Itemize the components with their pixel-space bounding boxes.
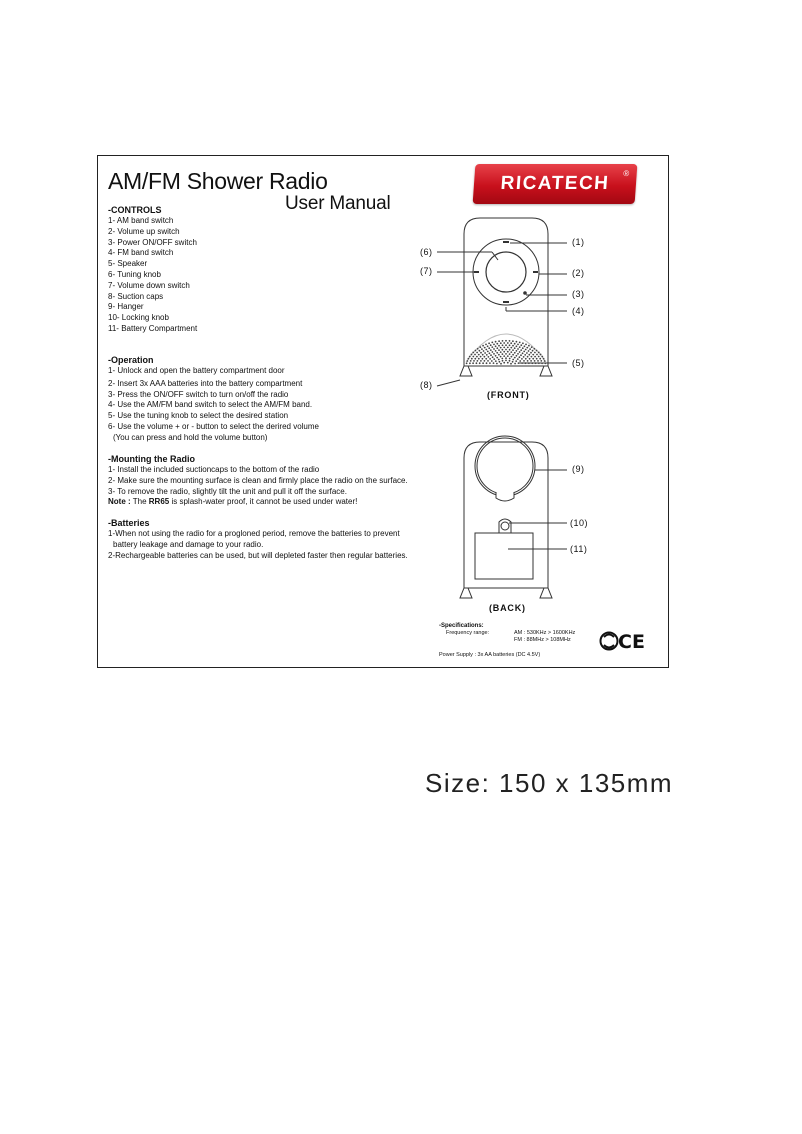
note-label: Note :: [108, 497, 131, 507]
specs-fm: FM : 88MHz > 108MHz: [514, 637, 571, 643]
operation-item: (You can press and hold the volume button): [113, 432, 268, 442]
callout-3: (3): [572, 289, 585, 299]
operation-heading: -Operation: [108, 355, 154, 365]
controls-item: 9- Hanger: [108, 302, 144, 312]
controls-item: 10- Locking knob: [108, 313, 169, 323]
batteries-item: 1-When not using the radio for a progloned period, remove the batteries to prevent: [108, 529, 400, 538]
operation-item: 4- Use the AM/FM band switch to select the AM/FM band.: [108, 400, 313, 410]
batteries-item: battery leakage and damage to your radio.: [113, 539, 264, 549]
registered-mark: ®: [623, 169, 632, 178]
batteries-item: 2-Rechargeable batteries can be used, but will depleted faster then regular batteries.: [108, 550, 408, 560]
back-caption: (BACK): [489, 603, 526, 613]
mounting-item: 2- Make sure the mounting surface is clean and firmly place the radio on the surface.: [108, 475, 408, 485]
green-dot-icon: [601, 633, 618, 650]
batteries-heading: -Batteries: [108, 518, 150, 528]
callout-2: (2): [572, 268, 585, 278]
brand-name: RICATECH: [499, 173, 611, 194]
callout-8: (8): [420, 380, 433, 390]
mounting-item: 3- To remove the radio, slightly tilt the unit and pull it off the surface.: [108, 486, 347, 496]
callout-1: (1): [572, 237, 585, 247]
operation-item: 1- Unlock and open the battery compartment door: [108, 366, 285, 375]
controls-item: 5- Speaker: [108, 259, 148, 269]
controls-item: 3- Power ON/OFF switch: [108, 237, 197, 247]
controls-item: 2- Volume up switch: [108, 226, 180, 236]
callout-10: (10): [570, 518, 589, 528]
callout-5: (5): [572, 358, 585, 368]
size-label: Size: 150 x 135mm: [425, 768, 674, 798]
specs-freq-label: Frequency range:: [446, 630, 490, 636]
note-model: RR65: [148, 497, 170, 507]
mounting-heading: -Mounting the Radio: [108, 454, 195, 464]
specs-power: Power Supply : 3x AA batteries (DC 4.5V): [439, 652, 541, 658]
operation-item: 3- Press the ON/OFF switch to turn on/off the radio: [108, 389, 289, 399]
note-post: is splash-water proof, it cannot be used under water!: [171, 497, 358, 507]
mounting-item: 1- Install the included suctioncaps to the bottom of the radio: [108, 465, 320, 474]
controls-item: 1- AM band switch: [108, 216, 174, 225]
callout-7: (7): [420, 266, 433, 276]
callout-9: (9): [572, 464, 585, 474]
specs-am: AM : 530KHz > 1600KHz: [514, 630, 576, 636]
controls-item: 7- Volume down switch: [108, 280, 190, 290]
controls-item: 11- Battery Compartment: [108, 323, 198, 333]
controls-item: 4- FM band switch: [108, 248, 174, 258]
callout-4: (4): [572, 306, 585, 316]
certification-marks: [98, 156, 670, 669]
note-pre: The: [132, 497, 147, 507]
callout-6: (6): [420, 247, 433, 257]
controls-item: 8- Suction caps: [108, 291, 164, 301]
callout-11: (11): [570, 544, 588, 554]
controls-heading: -CONTROLS: [108, 205, 162, 215]
manual-sheet: [97, 155, 669, 668]
controls-item: 6- Tuning knob: [108, 269, 161, 279]
ce-mark: CE: [618, 631, 645, 653]
operation-item: 5- Use the tuning knob to select the desired station: [108, 411, 289, 421]
front-caption: (FRONT): [487, 390, 530, 400]
operation-item: 6- Use the volume + or - button to select the derired volume: [108, 421, 319, 431]
page-subtitle: User Manual: [285, 193, 391, 214]
specs-heading: -Specifications:: [439, 623, 484, 629]
page-title: AM/FM Shower Radio: [108, 168, 328, 194]
operation-item: 2- Insert 3x AAA batteries into the battery compartment: [108, 378, 303, 388]
